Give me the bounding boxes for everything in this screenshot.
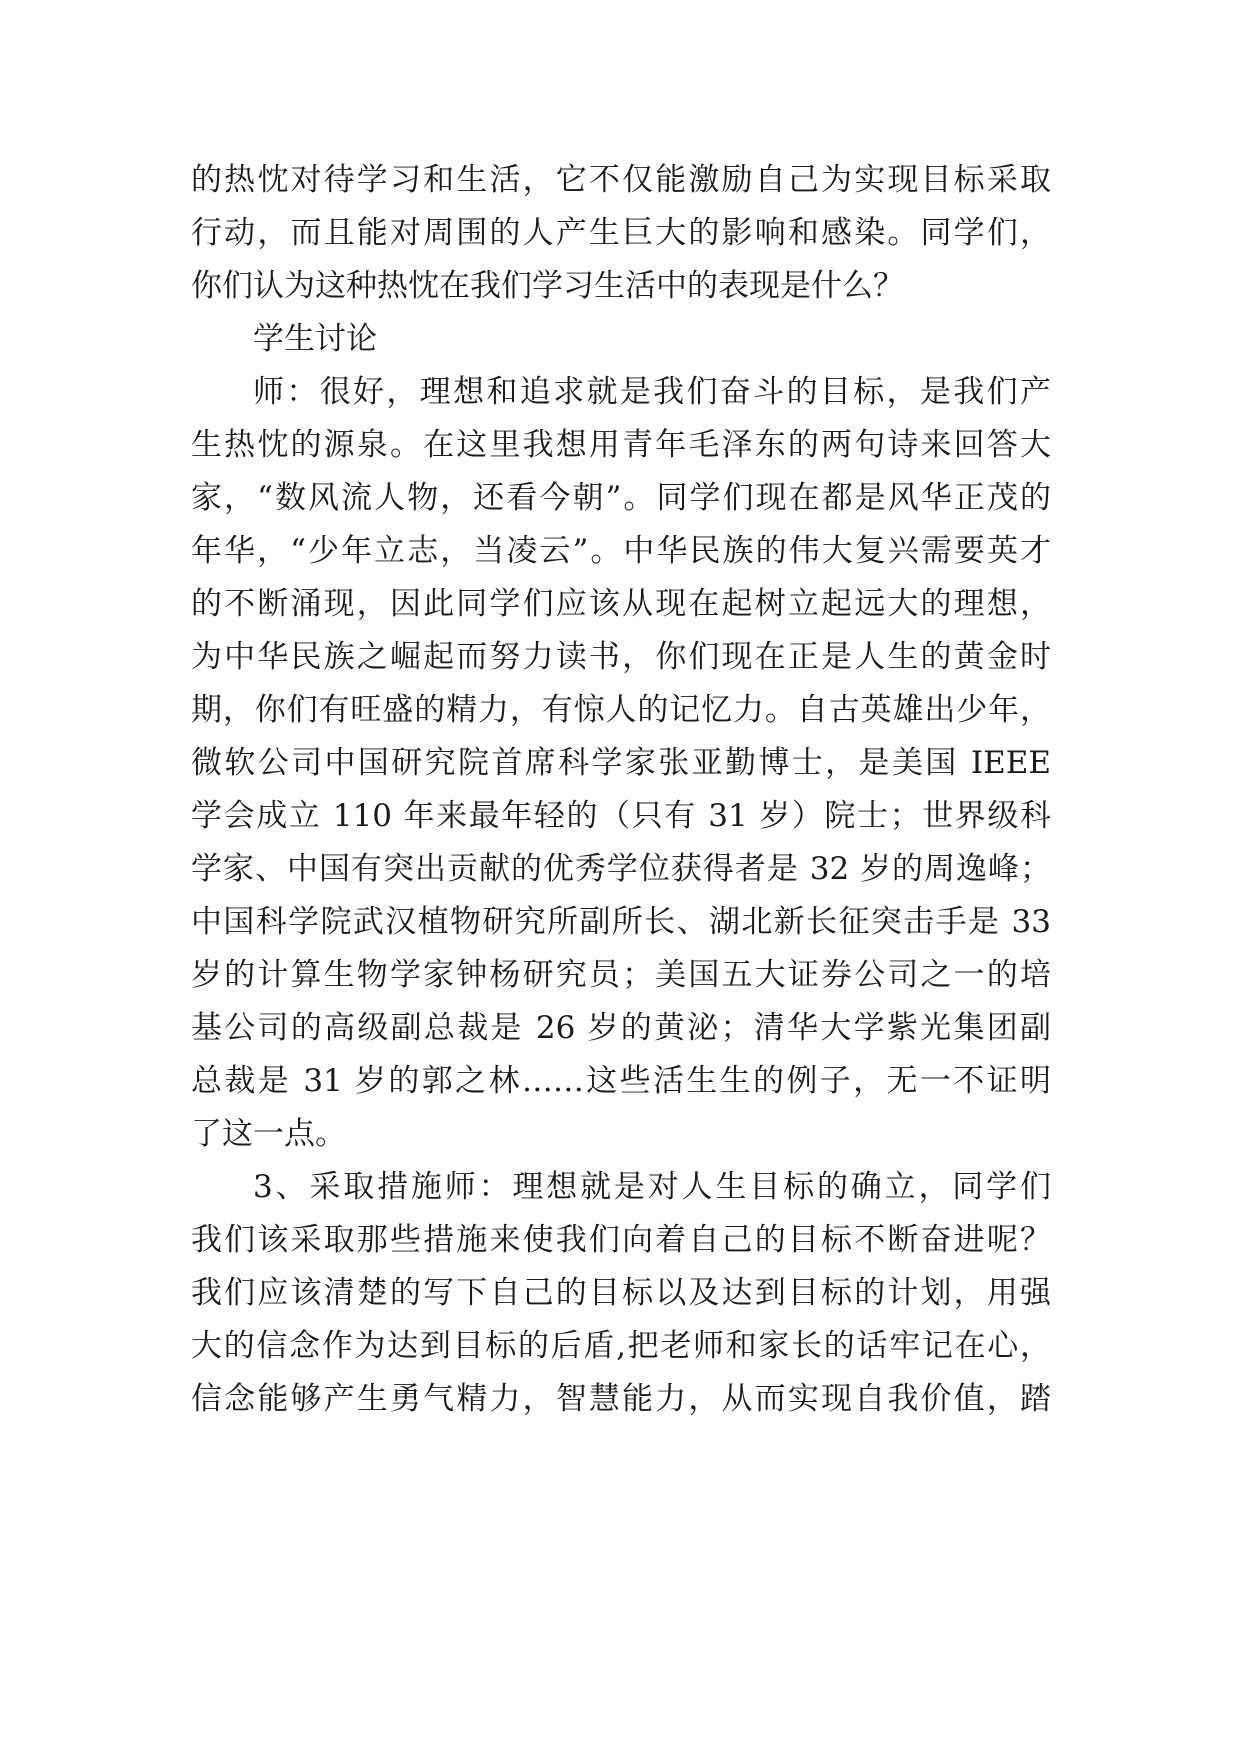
body-text-line: 学会成立 110 年来最年轻的（只有 31 岁）院士；世界级科 xyxy=(191,798,1051,834)
body-text-line: 行动，而且能对周围的人产生巨大的影响和感染。同学们， xyxy=(191,215,1051,251)
body-text-line: 信念能够产生勇气精力，智慧能力，从而实现自我价值，踏 xyxy=(191,1381,1051,1417)
body-text-line: 学家、中国有突出贡献的优秀学位获得者是 32 岁的周逸峰； xyxy=(191,851,1051,887)
body-text-line: 生热忱的源泉。在这里我想用青年毛泽东的两句诗来回答大 xyxy=(191,427,1051,463)
body-text-line: 师：很好，理想和追求就是我们奋斗的目标，是我们产 xyxy=(253,374,1051,410)
body-text-line: 了这一点。 xyxy=(191,1116,346,1152)
body-text-line: 你们认为这种热忱在我们学习生活中的表现是什么？ xyxy=(191,268,904,304)
body-text-line: 我们应该清楚的写下自己的目标以及达到目标的计划，用强 xyxy=(191,1275,1051,1311)
body-text-line: 基公司的高级副总裁是 26 岁的黄泌；清华大学紫光集团副 xyxy=(191,1010,1051,1046)
body-text-line: 大的信念作为达到目标的后盾,把老师和家长的话牢记在心， xyxy=(191,1328,1051,1364)
body-text-line: 期，你们有旺盛的精力，有惊人的记忆力。自古英雄出少年， xyxy=(191,692,1051,728)
body-text-line: 为中华民族之崛起而努力读书，你们现在正是人生的黄金时 xyxy=(191,639,1051,675)
body-text-line: 的热忱对待学习和生活，它不仅能激励自己为实现目标采取 xyxy=(191,162,1051,198)
body-text-line: 中国科学院武汉植物研究所副所长、湖北新长征突击手是 33 xyxy=(191,904,1051,940)
body-text-line: 我们该采取那些措施来使我们向着自己的目标不断奋进呢？ xyxy=(191,1222,1051,1258)
body-text-line: 总裁是 31 岁的郭之林……这些活生生的例子，无一不证明 xyxy=(191,1063,1051,1099)
body-text-line: 3、采取措施师：理想就是对人生目标的确立，同学们 xyxy=(253,1169,1051,1205)
body-text-line: 岁的计算生物学家钟杨研究员；美国五大证券公司之一的培 xyxy=(191,957,1051,993)
body-text-line: 的不断涌现，因此同学们应该从现在起树立起远大的理想， xyxy=(191,586,1051,622)
body-text-line: 微软公司中国研究院首席科学家张亚勤博士，是美国 IEEE xyxy=(191,745,1051,781)
body-text-line: 年华，“少年立志，当凌云”。中华民族的伟大复兴需要英才 xyxy=(191,533,1051,569)
body-text-line: 学生讨论 xyxy=(253,321,377,357)
body-text-line: 家，“数风流人物，还看今朝”。同学们现在都是风华正茂的 xyxy=(191,480,1051,516)
